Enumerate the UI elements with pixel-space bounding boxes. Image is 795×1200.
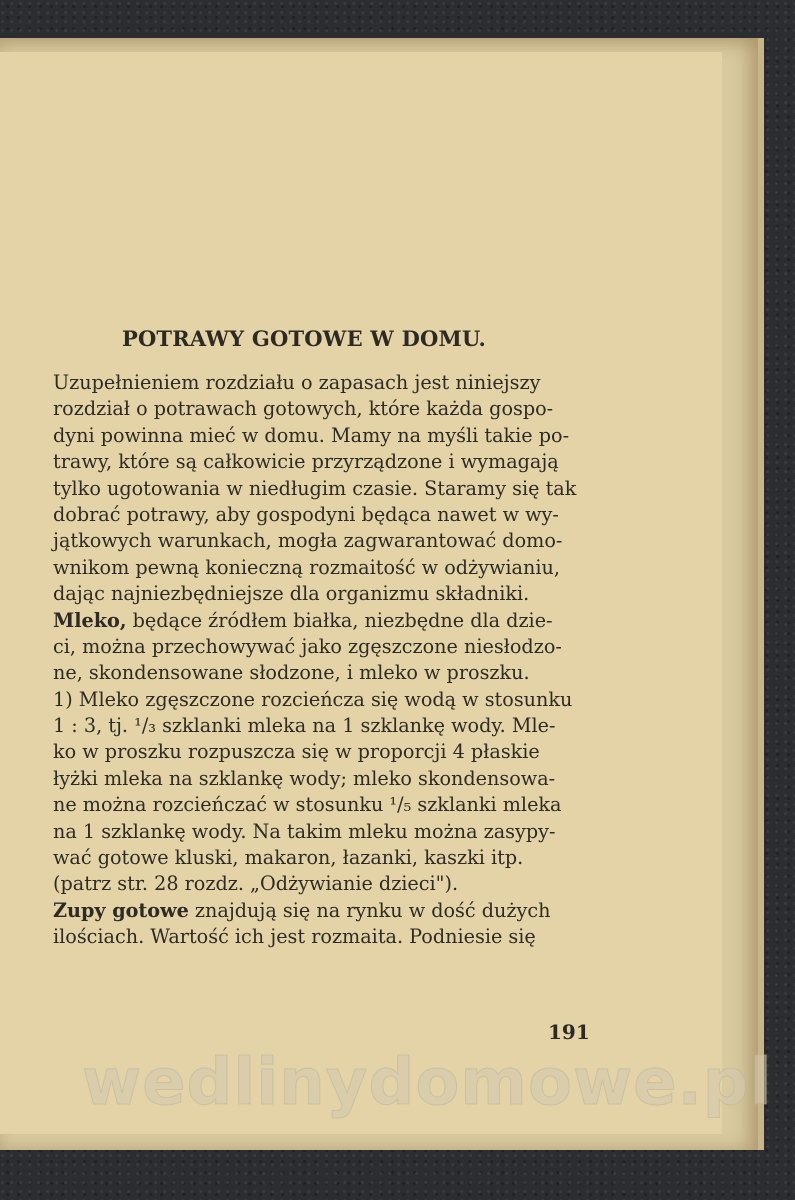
text-line — [53, 819, 581, 845]
text-line — [53, 555, 581, 581]
text-line-content: 1) Mleko zgęszczone rozcieńcza się wodą w stosunku — [53, 687, 573, 711]
text-line-content: ne można rozcieńczać w stosunku ¹/₅ szklanki mleka — [53, 793, 562, 817]
text-line-content: dobrać potrawy, aby gospodyni będąca nawet w wy- — [53, 502, 559, 526]
text-line-content: dając najniezbędniejsze dla organizmu składniki. — [53, 582, 530, 606]
text-line — [53, 924, 581, 950]
text-line-content: jątkowych warunkach, mogła zagwarantować domo- — [53, 529, 563, 553]
paragraph-lead-zupy: Zupy gotowe znajdują się na rynku w dość dużych — [53, 898, 551, 922]
text-line-content: na 1 szklankę wody. Na takim mleku można zasypy- — [53, 819, 556, 843]
text-line — [53, 528, 581, 554]
text-line — [53, 449, 581, 475]
text-line — [53, 396, 581, 422]
text-line — [53, 660, 581, 686]
text-line-content: tylko ugotowania w niedługim czasie. Staramy się tak — [53, 476, 577, 500]
text-line-content: dyni powinna mieć w domu. Mamy na myśli takie po- — [53, 423, 570, 447]
text-line-content: wać gotowe kluski, makaron, łazanki, kaszki itp. — [53, 846, 524, 870]
text-line-content: rozdział o potrawach gotowych, które każda gospo- — [53, 397, 554, 421]
chapter-heading: POTRAWY GOTOWE W DOMU. — [121, 326, 487, 351]
text-line — [53, 687, 581, 713]
text-line — [53, 581, 581, 607]
text-line-content: ilościach. Wartość ich jest rozmaita. Podniesie się — [53, 925, 536, 949]
text-line-content: wnikom pewną konieczną rozmaitość w odżywianiu, — [53, 555, 560, 579]
text-line-content: ko w proszku rozpuszcza się w proporcji 4 płaskie — [53, 740, 540, 764]
page-surface — [0, 52, 773, 1134]
text-line-content: Uzupełnieniem rozdziału o zapasach jest niniejszy — [53, 371, 541, 394]
text-line-content: ci, można przechowywać jako zgęszczone niesłodzo- — [53, 634, 562, 658]
body-text — [53, 370, 581, 951]
text-line-content: ne, skondensowane słodzone, i mleko w proszku. — [53, 661, 530, 685]
text-line-content: 1 : 3, tj. ¹/₃ szklanki mleka na 1 szklankę wody. Mle- — [53, 714, 556, 738]
text-line — [53, 792, 581, 818]
text-line — [53, 370, 581, 396]
text-line — [53, 502, 581, 528]
text-line — [53, 739, 581, 765]
text-line — [53, 634, 581, 660]
text-line — [53, 898, 581, 924]
paper-page — [0, 38, 773, 1150]
text-line-content: trawy, które są całkowicie przyrządzone i wymagają — [53, 450, 559, 474]
watermark-text: wedlinydomowe.pl — [82, 1046, 773, 1120]
text-line-content: (patrz str. 28 rozdz. „Odżywianie dzieci"). — [53, 872, 459, 896]
text-line — [53, 766, 581, 792]
text-line — [53, 608, 581, 634]
text-line — [53, 476, 581, 502]
page-number: 191 — [548, 1020, 590, 1044]
text-line — [53, 845, 581, 871]
paragraph-lead-mleko: Mleko, będące źródłem białka, niezbędne dla dzie- — [53, 608, 553, 632]
text-line-content: łyżki mleka na szklankę wody; mleko skondensowa- — [53, 766, 556, 790]
text-line — [53, 871, 581, 897]
text-line — [53, 713, 581, 739]
text-line — [53, 423, 581, 449]
